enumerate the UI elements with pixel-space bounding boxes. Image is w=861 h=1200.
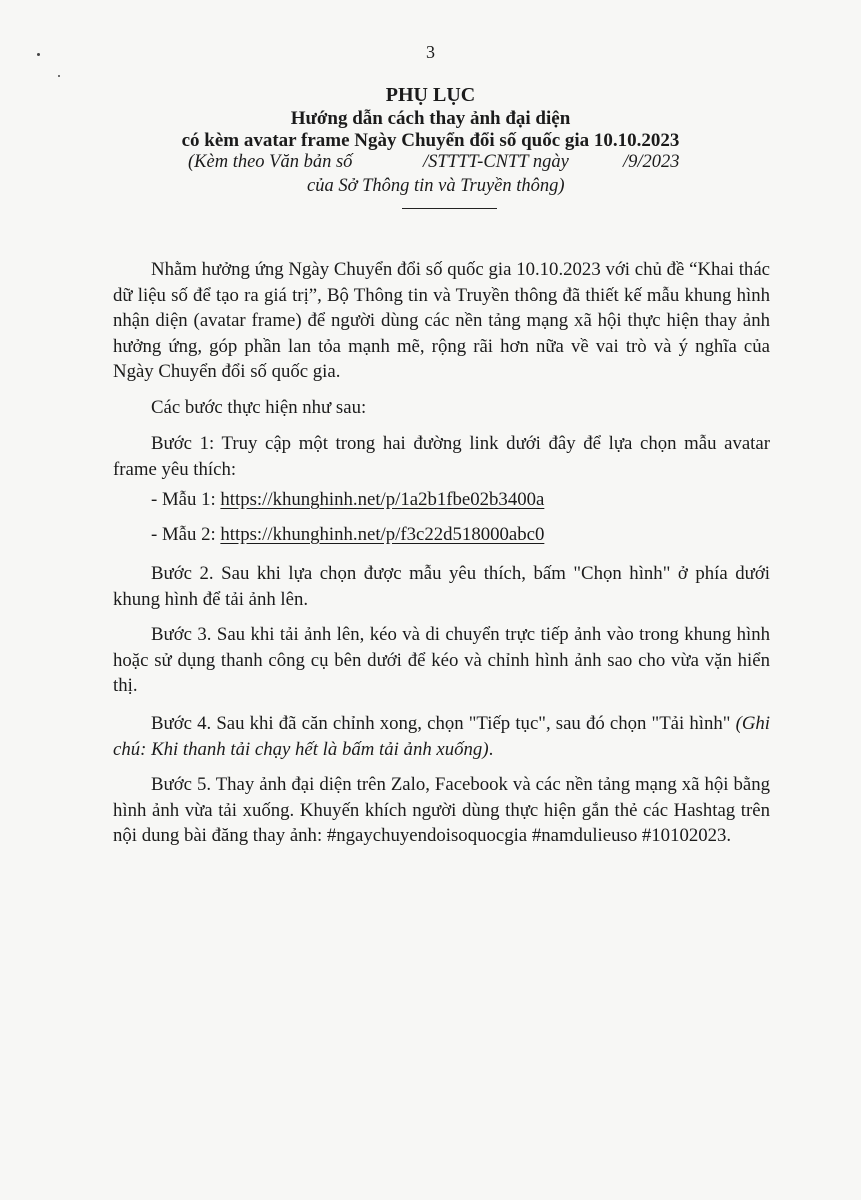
scan-speck xyxy=(58,75,60,77)
step3-paragraph xyxy=(113,622,770,699)
sample1-label: - Mẫu 1: xyxy=(151,489,221,510)
heading-divider xyxy=(402,208,497,209)
sample2-line xyxy=(151,524,544,546)
sample2-link[interactable]: https://khunghinh.net/p/f3c22d518000abc0 xyxy=(220,524,545,545)
intro-paragraph xyxy=(113,257,770,385)
step4-text xyxy=(113,711,770,762)
sample2-label: - Mẫu 2: xyxy=(151,524,221,545)
sample1-link[interactable]: https://khunghinh.net/p/1a2b1fbe02b3400a xyxy=(220,489,545,510)
step4-note: (Ghi chú: Khi thanh tải chạy hết là bấm tải ảnh xuống) xyxy=(113,713,770,760)
step2-text: Bước 2. Sau khi lựa chọn được mẫu yêu thích, bấm "Chọn hình" ở phía dưới khung hình để tải ảnh lên. xyxy=(113,563,770,610)
reference-part1: (Kèm theo Văn bản số xyxy=(188,152,353,172)
sample1-line xyxy=(151,489,544,511)
step5-text: Bước 5. Thay ảnh đại diện trên Zalo, Facebook và các nền tảng mạng xã hội bằng hình ảnh vừa tải xuống. Khuyến khích người dùng thực hiện gắn thẻ các Hashtag trên nội dung bài đăng thay ảnh: #ngaychuyendoisoquocgia #namdulieuso #10102023. xyxy=(113,774,770,846)
reference-part2: /STTTT-CNTT ngày xyxy=(423,152,569,172)
step3-text: Bước 3. Sau khi tải ảnh lên, kéo và di chuyển trực tiếp ảnh vào trong khung hình hoặc sử dụng thanh công cụ bên dưới để kéo và chỉnh hình ảnh sao cho vừa vặn hiển thị. xyxy=(113,624,770,696)
appendix-subtitle-line2: có kèm avatar frame Ngày Chuyển đổi số quốc gia 10.10.2023 xyxy=(181,130,680,151)
intro-text: Nhằm hưởng ứng Ngày Chuyển đổi số quốc gia 10.10.2023 với chủ đề “Khai thác dữ liệu số để tạo ra giá trị”, Bộ Thông tin và Truyền thông đã thiết kế mẫu khung hình nhận diện (avatar frame) để người dùng các nền tảng mạng xã hội thực hiện thay ảnh hưởng ứng, góp phần lan tỏa mạnh mẽ, rộng rãi hơn nữa về vai trò và ý nghĩa của Ngày Chuyển đổi số quốc gia. xyxy=(113,259,770,382)
step2-paragraph xyxy=(113,561,770,612)
steps-intro: Các bước thực hiện như sau: xyxy=(151,397,367,418)
step4-end: . xyxy=(488,738,494,760)
step1-text: Bước 1: Truy cập một trong hai đường link dưới đây để lựa chọn mẫu avatar frame yêu thích: xyxy=(113,433,770,480)
step4-main: Bước 4. Sau khi đã căn chỉnh xong, chọn "Tiếp tục", sau đó chọn "Tải hình" xyxy=(151,713,736,734)
reference-line2: của Sở Thông tin và Truyền thông) xyxy=(307,176,565,196)
reference-part3: /9/2023 xyxy=(623,152,680,172)
step5-paragraph xyxy=(113,772,770,849)
step1-paragraph xyxy=(113,431,770,482)
appendix-title: PHỤ LỤC xyxy=(385,84,476,106)
step4-paragraph xyxy=(113,711,770,762)
appendix-subtitle-line1: Hướng dẫn cách thay ảnh đại diện xyxy=(290,108,571,129)
page-number: 3 xyxy=(426,42,435,62)
